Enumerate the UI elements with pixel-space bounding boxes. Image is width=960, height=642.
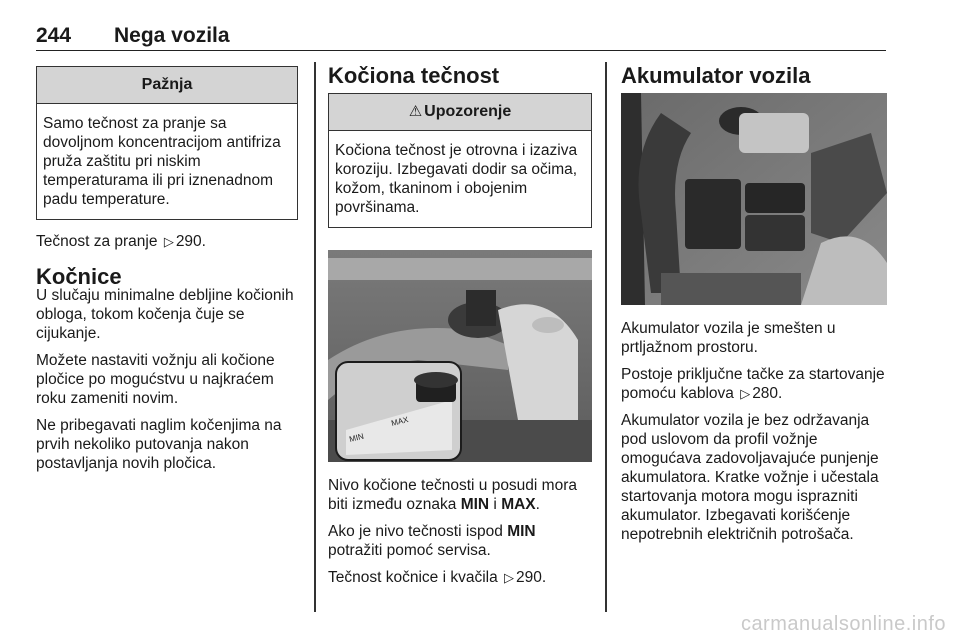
- page-ref-arrow-icon: ▷: [163, 234, 174, 249]
- warning-box: [328, 93, 592, 228]
- notice-body: Samo tečnost za pranje sa dovoljnom koncentracijom antifriza pruža zaštitu pri niskim temperaturama ili pri iznenadnom padu temperature.: [43, 115, 281, 208]
- page-link[interactable]: 290.: [516, 569, 547, 586]
- notice-title: Pažnja: [37, 67, 297, 104]
- battery-illustration: [621, 93, 887, 305]
- battery-paragraph-3: Akumulator vozila je bez održavanja pod uslovom da profil vožnje omogućava zadovoljavajuće punjenje akumulatora. Kratke vožnje i učestala startovanja motora mogu isprazniti akumulator. Izbegavati korišćenje nepotrebnih električnih potrošača.: [621, 412, 879, 543]
- column-3: [621, 63, 887, 552]
- fluid-level-paragraph: Nivo kočione tečnosti u posudi mora biti između oznaka MIN i MAX.: [328, 477, 577, 513]
- page-header: [36, 22, 886, 51]
- service-paragraph: Ako je nivo tečnosti ispod MIN potražiti pomoć servisa.: [328, 523, 536, 559]
- section-title: Nega vozila: [114, 24, 230, 47]
- notice-box: [36, 66, 298, 220]
- min-mark-label: MIN: [348, 431, 365, 444]
- column-1: [36, 66, 298, 481]
- watermark: carmanualsonline.info: [740, 613, 946, 635]
- page-link[interactable]: 280.: [752, 385, 783, 402]
- brake-fluid-heading: Kočiona tečnost: [328, 63, 500, 88]
- max-mark-label: MAX: [390, 415, 410, 428]
- brake-clutch-fluid-reference: Tečnost kočnice i kvačila ▷ 290.: [328, 569, 547, 586]
- column-2: [328, 63, 592, 595]
- column-divider: [314, 62, 316, 612]
- battery-heading: Akumulator vozila: [621, 63, 811, 88]
- page-ref-arrow-icon: ▷: [740, 386, 751, 401]
- brakes-paragraph-2: Možete nastaviti vožnju ali kočione pločice po mogućstvu u najkraćem roku zameniti novim.: [36, 352, 275, 407]
- brakes-paragraph-3: Ne pribegavati naglim kočenjima na prvih nekoliko putovanja nakon postavljanja novih pločica.: [36, 417, 282, 472]
- washer-fluid-reference: Tečnost za pranje ▷ 290.: [36, 233, 206, 250]
- battery-paragraph-2: Postoje priključne tačke za startovanje pomoću kablova ▷ 280.: [621, 366, 885, 402]
- reservoir-illustration: [328, 250, 592, 462]
- page-link[interactable]: 290.: [175, 233, 206, 250]
- page-number: 244: [36, 24, 72, 47]
- vehicle-battery-photo: [621, 93, 887, 305]
- warning-title: Upozorenje: [424, 103, 512, 120]
- warning-body: Kočiona tečnost je otrovna i izaziva koroziju. Izbegavati dodir sa očima, kožom, tkaninom i obojenim površinama.: [335, 142, 578, 216]
- brakes-paragraph-1: U slučaju minimalne debljine kočionih obloga, tokom kočenja čuje se cijukanje.: [36, 287, 294, 342]
- brake-fluid-reservoir-photo: [328, 250, 592, 462]
- brakes-heading: Kočnice: [36, 264, 122, 289]
- battery-paragraph-1: Akumulator vozila je smešten u prtljažnom prostoru.: [621, 320, 836, 356]
- warning-triangle-icon: ⚠: [408, 103, 423, 120]
- column-divider: [605, 62, 607, 612]
- page-ref-arrow-icon: ▷: [504, 570, 515, 585]
